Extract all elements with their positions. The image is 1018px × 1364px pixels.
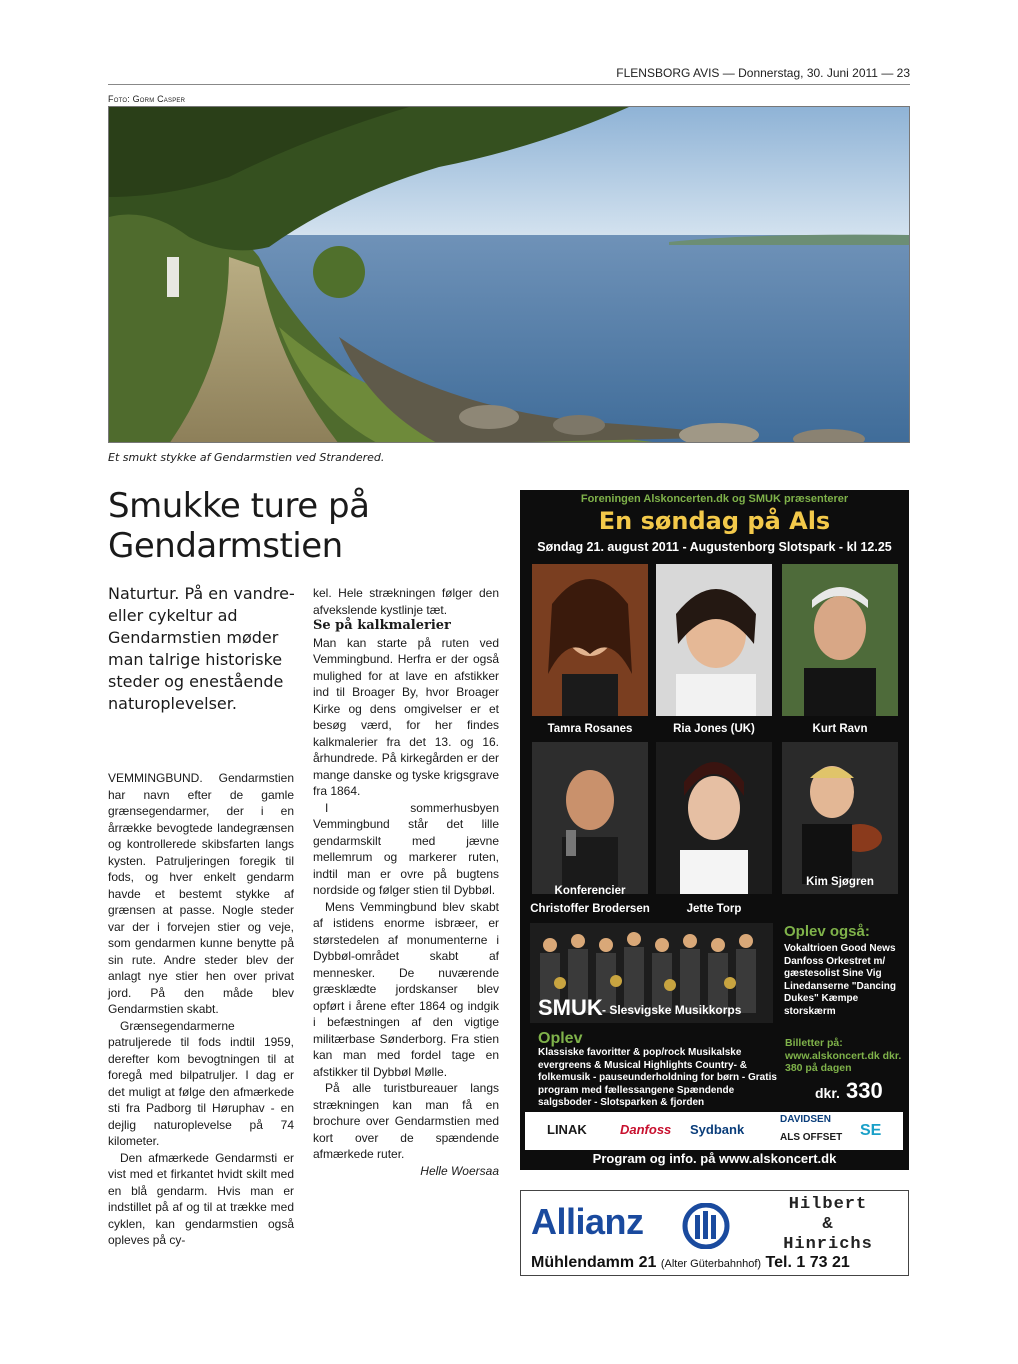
performer-photo xyxy=(532,564,648,716)
paragraph: Man kan starte på ruten ved Vemmingbund. Herfra er der også mulighed for at lave en afstikker ind til Broager By, hvor Broager Kirke og dens omgivelser er et besøg værd, for her findes kalkmalerier fra det 13. og 16. århundrede. På kirkegården er der mange danske og tyske krigsgrave fra 1864. xyxy=(313,635,499,798)
allianz-advertisement xyxy=(520,1190,909,1276)
paragraph: Mens Vemmingbund blev skabt af istidens enorme isbræer, er størstedelen af monumenterne i Dybbøl-området skabt af mennesker. De nuværende græsklædte jordskanser blev opført i årene efter 1864 og indgik i befæstningen af den vigtige militærbase Sønderborg. Fra stien kan man med fordel tage en afstikker til Dybbøl Mølle. xyxy=(313,899,499,1079)
program-list: Klassiske favoritter & pop/rock Musikalske evergreens & Musical Highlights Country- & folkemusik - pauseunderholdning for børn - Gratis program med fællessangene Spændende salgsboder - Slotsparken & fjorden xyxy=(538,1047,777,1108)
paragraph: Grænsegendarmerne patruljerede til fods indtil 1959, derefter kom bevogtningen til at foregå med bilpatruljer. I dag er det muligt at følge den afmærkede sti fra Padborg til Høruphav - en dejlig naturoplevelse på 74 kilometer. xyxy=(108,1018,294,1148)
concert-advertisement xyxy=(520,490,909,1170)
article-lead: Naturtur. På en vandre- eller cykeltur ad Gendarmstien møder man talrige historiske steder og enestående naturoplevelser. xyxy=(108,584,295,713)
performer-name: Konferencier xyxy=(554,885,626,897)
performer-name: Kurt Ravn xyxy=(812,723,868,735)
ad-presenter: Foreningen Alskoncerten.dk og SMUK præsenterer xyxy=(580,493,849,505)
paragraph: I sommerhusbyen Vemmingbund står det lille gendarmskilt med jævne mellemrum og markerer ruten, indtil man er ovre på bugtens nordside og følger stien til Dybbøl. xyxy=(313,800,499,897)
performer-name: Tamra Rosanes xyxy=(547,723,633,735)
landscape-photo xyxy=(108,106,910,443)
ticket-price xyxy=(815,1078,883,1104)
sponsor-logo: SE xyxy=(860,1122,882,1139)
oplev-ogsa-title: Oplev også: xyxy=(784,923,870,940)
agency-name-line: Hilbert xyxy=(788,1195,868,1214)
performer-photo xyxy=(532,742,648,894)
article-headline xyxy=(108,486,508,566)
price-value: 330 xyxy=(846,1078,883,1103)
paragraph: Den afmærkede Gendarmsti er vist med et firkantet hvidt skilt med en blå gendarm. Hvis man er indstillet på af og til at trække med cyklen, kan gendarmstien også opleves på cy- xyxy=(108,1150,294,1247)
photo-credit: Foto: Gorm Casper xyxy=(108,94,186,104)
agency-name xyxy=(753,1195,903,1255)
header-text: FLENSBORG AVIS — Donnerstag, 30. Juni 2011 — 23 xyxy=(616,66,910,80)
agency-name-line: & xyxy=(822,1215,834,1234)
sponsor-logo: ALS OFFSET xyxy=(780,1132,843,1143)
performer-name: Kim Sjøgren xyxy=(806,876,874,888)
subheading: Se på kalkmalerier xyxy=(313,618,451,633)
sponsor-logo: Sydbank xyxy=(690,1122,745,1137)
performer-name: Christoffer Brodersen xyxy=(530,903,650,915)
page-header xyxy=(108,64,910,85)
performer-photo xyxy=(782,742,898,894)
price-prefix: dkr. xyxy=(815,1085,840,1101)
ticket-info: Billetter på: www.alskoncert.dk dkr. 380 på dagen xyxy=(785,1037,902,1074)
article-column-2 xyxy=(313,585,499,1179)
oplev-title: Oplev xyxy=(538,1030,583,1047)
performer-photo xyxy=(656,742,772,894)
sponsor-logo: Danfoss xyxy=(620,1122,672,1137)
sponsor-bar xyxy=(525,1112,903,1150)
allianz-logo: Allianz xyxy=(531,1201,644,1242)
address-note: (Alter Güterbahnhof) xyxy=(660,1258,762,1270)
phone-number: Tel. 1 73 21 xyxy=(765,1254,850,1271)
sponsor-logo: LINAK xyxy=(547,1122,587,1137)
performer-name: Ria Jones (UK) xyxy=(673,723,755,735)
paragraph: VEMMINGBUND. Gendarmstien har navn efter de gamle grænsegendarmer, der i en årrække bevogtede landegrænsen og kontrollerede skibsfarten langs kysten. Patruljeringen foregik til fods, og hver enkelt gendarm havde et bestemt stykke af grænsen at passe. Nogle steder var der i forvejen stier og veje, som gendarmen kunne benytte på sin rute. Andre steder blev der anlagt nye stier hen over privat jord. På den måde blev Gendarmstien skabt. xyxy=(108,771,294,1016)
paragraph: kel. Hele strækningen følger den afvekslende kystlinje tæt. xyxy=(313,586,499,617)
allianz-eagle-icon xyxy=(681,1203,731,1249)
band-name: SMUK xyxy=(538,995,603,1020)
agency-address xyxy=(531,1254,850,1272)
ad-footer: Program og info. på www.alskoncert.dk xyxy=(592,1151,837,1166)
band-subtitle: - Slesvigske Musikkorps xyxy=(602,1003,742,1017)
performer-photo xyxy=(656,564,772,716)
performer-name: Jette Torp xyxy=(686,903,742,915)
headline-line-1: Smukke ture på xyxy=(108,486,370,526)
sponsor-logo: DAVIDSEN xyxy=(780,1114,831,1125)
paragraph: På alle turistbureauer langs strækningen kan man få en brochure over Gendarmstien med kort over de spændende afmærkede ruter. xyxy=(313,1081,499,1161)
author-signature: Helle Woersaa xyxy=(420,1163,499,1178)
article-column-1 xyxy=(108,770,294,1249)
band-photo xyxy=(530,923,773,1023)
performer-photo xyxy=(782,564,898,716)
photo-caption: Et smukt stykke af Gendarmstien ved Strandered. xyxy=(108,451,385,464)
agency-name-line: Hinrichs xyxy=(783,1235,873,1254)
address-street: Mühlendamm 21 xyxy=(531,1254,657,1271)
headline-line-2: Gendarmstien xyxy=(108,526,343,566)
ad-date: Søndag 21. august 2011 - Augustenborg Slotspark - kl 12.25 xyxy=(537,540,892,554)
ad-title: En søndag på Als xyxy=(598,507,831,535)
oplev-ogsa-list: Vokaltrioen Good News Danfoss Orkestret m/ gæstesolist Sine Vig Linedanserne "Dancing Dukes" Kæmpe storskærm xyxy=(784,943,896,1017)
